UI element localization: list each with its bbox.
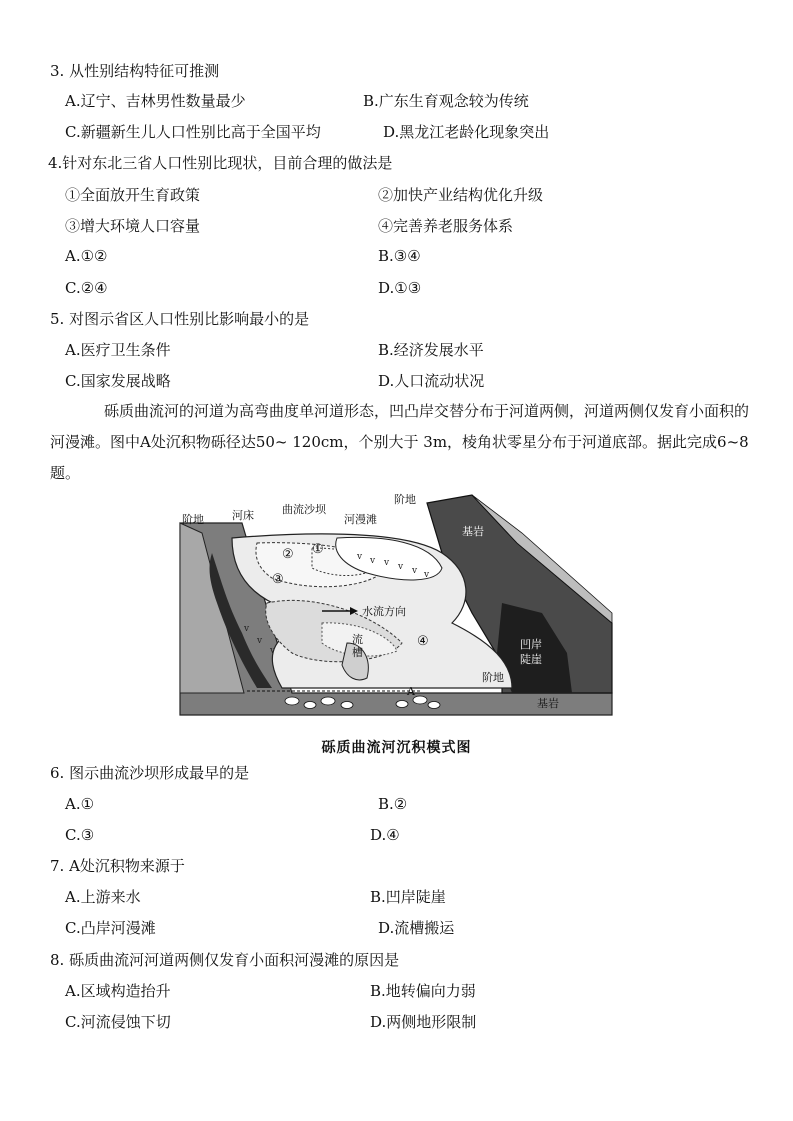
- q5-option-b: B.经济发展水平: [378, 341, 484, 359]
- q3-stem: 3. 从性别结构特征可推测: [50, 62, 220, 80]
- label-concave-1: 凹岸: [520, 638, 542, 651]
- q3-option-c: C.新疆新生儿人口性别比高于全国平均: [65, 123, 321, 141]
- meander-deposition-figure: [172, 493, 622, 718]
- label-flow-direction: 水流方向: [362, 605, 406, 618]
- label-point-bar: 曲流沙坝: [282, 503, 326, 516]
- q7-option-c: C.凸岸河漫滩: [65, 919, 156, 937]
- q8-option-c: C.河流侵蚀下切: [65, 1013, 171, 1031]
- q4-statement-2: ②加快产业结构优化升级: [378, 186, 544, 204]
- svg-text:v: v: [412, 566, 418, 576]
- svg-text:v: v: [270, 646, 276, 656]
- label-terrace-top: 阶地: [394, 493, 416, 506]
- q5-option-c: C.国家发展战略: [65, 372, 171, 390]
- passage-text: 砾质曲流河的河道为高弯曲度单河道形态，凹凸岸交替分布于河道两侧，河道两侧仅发育小面积的河漫滩。图中A处沉积物砾径达50~ 120cm，个别大于 3m，棱角状零星分布于河道底部。据此完成6~8题。: [50, 402, 750, 482]
- label-num-2: ②: [282, 547, 294, 562]
- label-bedrock-top: 基岩: [462, 525, 484, 538]
- svg-text:v: v: [384, 558, 390, 568]
- q5-stem: 5. 对图示省区人口性别比影响最小的是: [50, 310, 310, 328]
- q8-option-a: A.区域构造抬升: [65, 982, 171, 1000]
- svg-text:v: v: [370, 556, 376, 566]
- label-num-3: ③: [272, 572, 284, 587]
- label-chute-2: 槽: [352, 646, 363, 659]
- q7-option-a: A.上游来水: [65, 888, 141, 906]
- label-num-1: ①: [312, 542, 324, 557]
- figure-caption: 砾质曲流河沉积模式图: [321, 740, 472, 756]
- q4-option-b: B.③④: [378, 247, 421, 265]
- label-terrace-left: 阶地: [182, 513, 204, 526]
- q4-option-d: D.①③: [378, 279, 422, 297]
- label-point-a: A: [407, 685, 415, 698]
- q6-option-a: A.①: [65, 795, 95, 813]
- q3-option-d: D.黑龙江老龄化现象突出: [383, 123, 550, 141]
- label-num-4: ④: [417, 634, 429, 649]
- q6-option-b: B.②: [378, 795, 408, 813]
- q6-stem: 6. 图示曲流沙坝形成最早的是: [50, 764, 250, 782]
- q4-stem: 4.针对东北三省人口性别比现状，目前合理的做法是: [48, 154, 393, 172]
- q4-statement-3: ③增大环境人口容量: [65, 217, 201, 235]
- q5-option-a: A.医疗卫生条件: [65, 341, 171, 359]
- q7-option-d: D.流槽搬运: [378, 919, 455, 937]
- label-floodplain: 河漫滩: [344, 513, 377, 526]
- q8-option-b: B.地转偏向力弱: [370, 982, 476, 1000]
- svg-text:v: v: [424, 570, 430, 580]
- q7-option-b: B.凹岸陡崖: [370, 888, 446, 906]
- q5-option-d: D.人口流动状况: [378, 372, 485, 390]
- q3-option-a: A.辽宁、吉林男性数量最少: [65, 92, 246, 110]
- q4-statement-4: ④完善养老服务体系: [378, 217, 514, 235]
- q6-option-c: C.③: [65, 826, 95, 844]
- q7-stem: 7. A处沉积物来源于: [50, 857, 185, 875]
- label-chute-1: 流: [352, 633, 363, 646]
- svg-text:v: v: [398, 562, 404, 572]
- svg-text:v: v: [244, 624, 250, 634]
- svg-text:v: v: [357, 552, 363, 562]
- q8-option-d: D.两侧地形限制: [370, 1013, 477, 1031]
- q3-option-b: B.广东生育观念较为传统: [363, 92, 529, 110]
- meander-diagram: [172, 493, 622, 718]
- q4-option-c: C.②④: [65, 279, 108, 297]
- q4-option-a: A.①②: [65, 247, 108, 265]
- label-bedrock-bottom: 基岩: [537, 697, 559, 710]
- q4-statement-1: ①全面放开生育政策: [65, 186, 201, 204]
- label-terrace-bottom: 阶地: [482, 671, 504, 684]
- q8-stem: 8. 砾质曲流河河道两侧仅发育小面积河漫滩的原因是: [50, 951, 400, 969]
- q6-option-d: D.④: [370, 826, 400, 844]
- svg-text:v: v: [257, 636, 263, 646]
- label-concave-2: 陡崖: [520, 653, 542, 666]
- label-riverbed: 河床: [232, 509, 254, 522]
